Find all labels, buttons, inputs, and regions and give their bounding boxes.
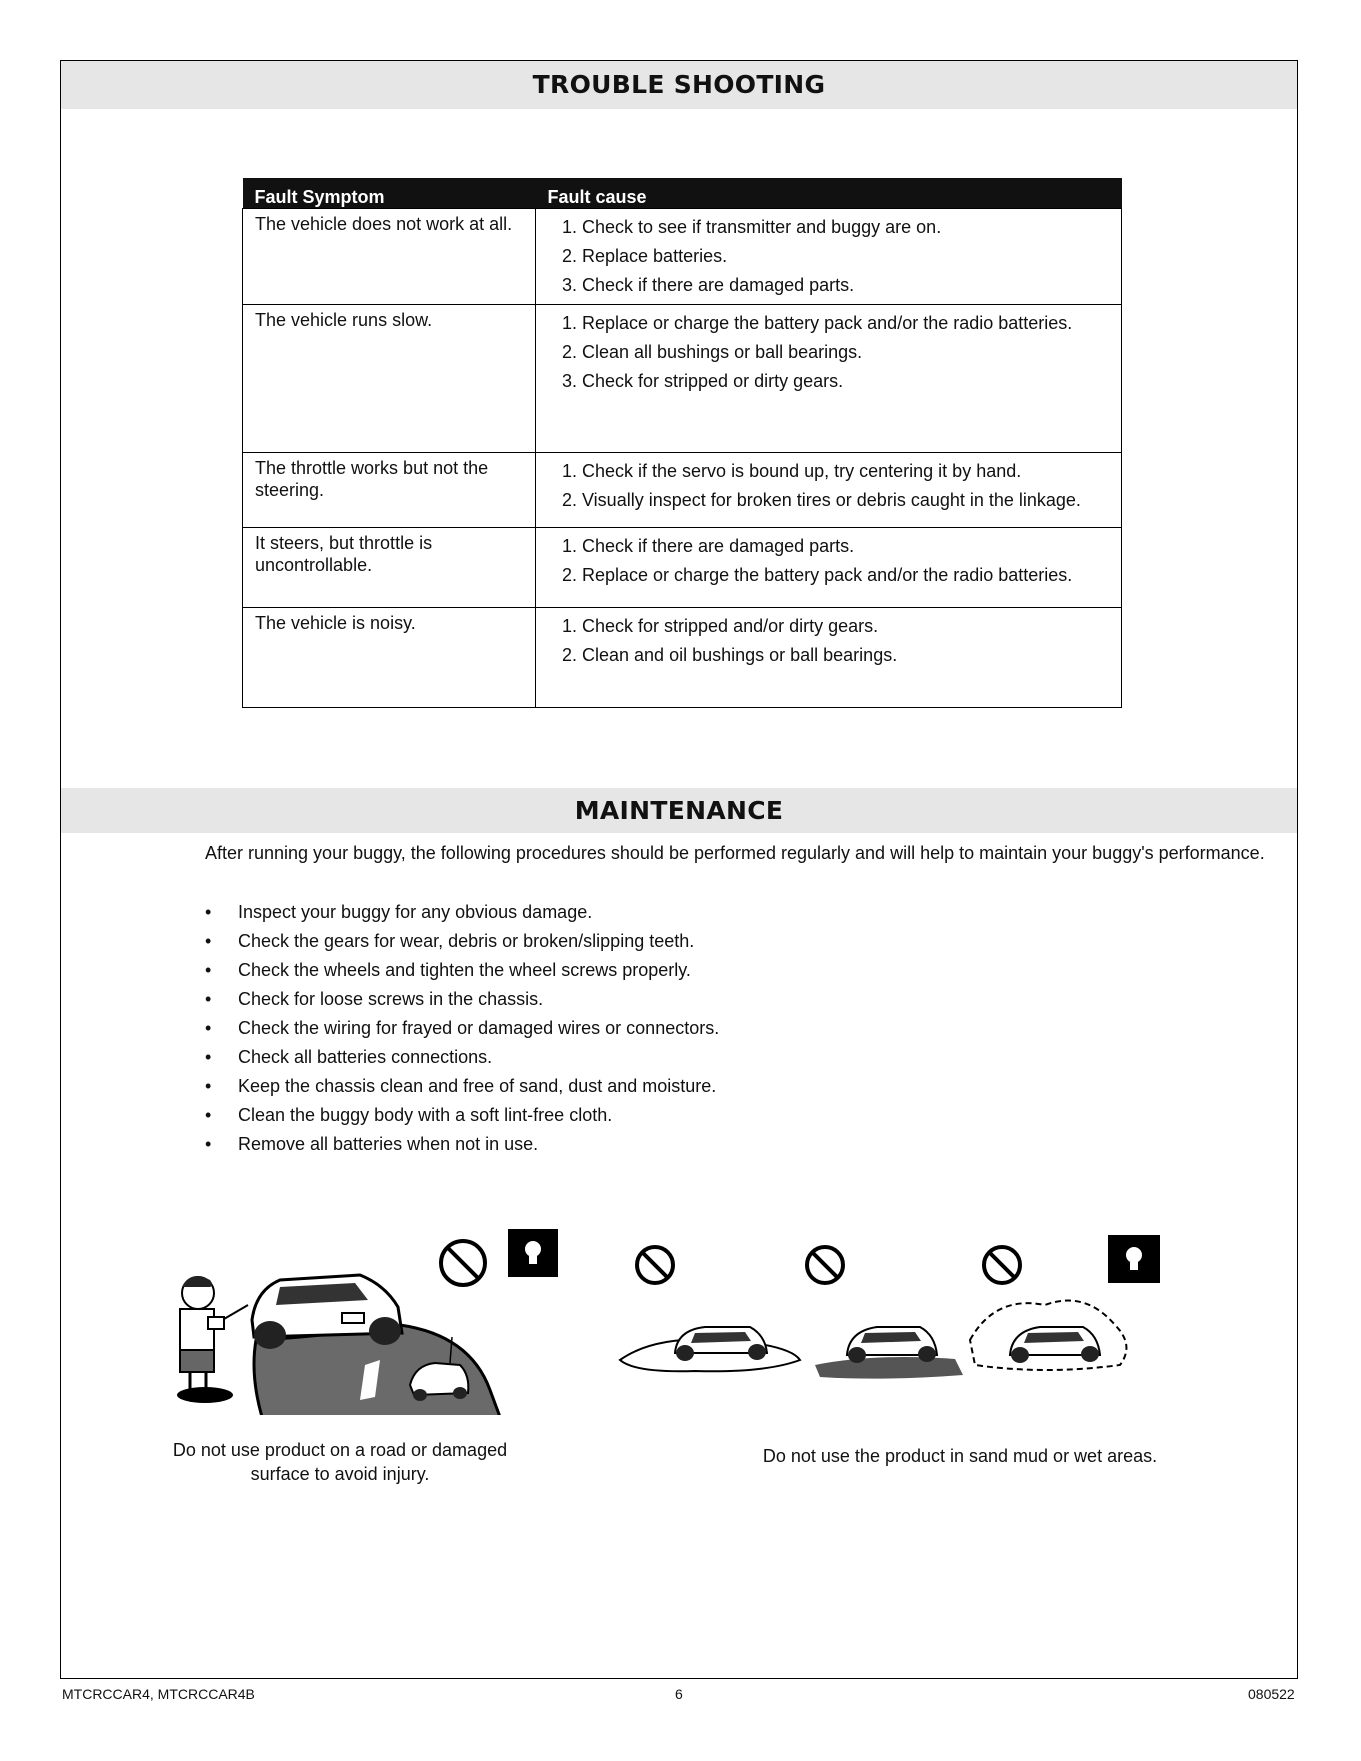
fault-cause-list — [554, 612, 1111, 670]
list-item-text: Inspect your buggy for any obvious damage. — [238, 902, 593, 922]
list-item-text: Remove all batteries when not in use. — [238, 1134, 539, 1154]
bullet: • — [205, 1134, 212, 1154]
list-item-text: Check the wiring for frayed or damaged wires or connectors. — [238, 1018, 720, 1038]
fault-symptom-header: Fault Symptom — [243, 178, 536, 209]
fault-cause: 2. Replace batteries. — [582, 242, 1111, 271]
road-warning-caption — [140, 1438, 540, 1486]
fault-cause: 1. Check to see if transmitter and buggy are on. — [582, 213, 1111, 242]
bullet: • — [205, 989, 212, 1009]
trouble-shooting-banner — [61, 61, 1297, 109]
fault-cause-header: Fault cause — [536, 178, 1122, 209]
table-row — [243, 528, 1122, 608]
list-item-text: Clean the buggy body with a soft lint-free cloth. — [238, 1105, 613, 1125]
list-item — [205, 1072, 719, 1101]
list-item-text: Check all batteries connections. — [238, 1047, 493, 1067]
list-item — [205, 1130, 719, 1159]
info-bulb-icon — [1108, 1235, 1160, 1283]
list-item — [205, 927, 719, 956]
bullet: • — [205, 960, 212, 980]
maintenance-banner — [61, 788, 1297, 833]
list-item — [205, 956, 719, 985]
road-warning-caption-line1: Do not use product on a road or damaged — [172, 1440, 508, 1460]
fault-cause: 3. Check if there are damaged parts. — [582, 271, 1111, 300]
bullet: • — [205, 902, 212, 922]
road-warning-illustration — [170, 1225, 570, 1415]
terrain-warning-caption: Do not use the product in sand mud or wet areas. — [762, 1446, 1158, 1466]
list-item — [205, 985, 719, 1014]
bullet: • — [205, 1105, 212, 1125]
list-item-text: Keep the chassis clean and free of sand, dust and moisture. — [238, 1076, 717, 1096]
fault-cause: 1. Check if the servo is bound up, try centering it by hand. — [582, 457, 1111, 486]
table-row — [243, 305, 1122, 453]
fault-cause-list — [554, 309, 1111, 396]
prohibited-icon — [984, 1247, 1020, 1283]
footer-page-number: 6 — [675, 1686, 683, 1702]
fault-table — [242, 178, 1122, 708]
fault-cause: 2. Replace or charge the battery pack and/or the radio batteries. — [582, 561, 1111, 590]
fault-cause: 2. Clean and oil bushings or ball bearings. — [582, 641, 1111, 670]
bullet: • — [205, 931, 212, 951]
prohibited-icon — [441, 1241, 485, 1285]
maintenance-list — [205, 898, 719, 1159]
fault-symptom: The vehicle is noisy. — [243, 608, 536, 708]
maintenance-intro: After running your buggy, the following procedures should be performed regularly and will help to maintain your buggy's performance. — [205, 843, 1265, 863]
fault-cause-list — [554, 213, 1111, 300]
fault-cause: 1. Replace or charge the battery pack and/or the radio batteries. — [582, 309, 1111, 338]
list-item — [205, 898, 719, 927]
fault-symptom: The throttle works but not the steering. — [243, 453, 536, 528]
fault-cause-list — [554, 457, 1111, 515]
list-item-text: Check for loose screws in the chassis. — [238, 989, 544, 1009]
child-with-transmitter-icon — [177, 1276, 248, 1403]
list-item-text: Check the wheels and tighten the wheel screws properly. — [238, 960, 691, 980]
list-item-text: Check the gears for wear, debris or broken/slipping teeth. — [238, 931, 695, 951]
footer-model: MTCRCCAR4, MTCRCCAR4B — [62, 1686, 255, 1702]
fault-cause: 2. Visually inspect for broken tires or debris caught in the linkage. — [582, 486, 1111, 515]
footer-code: 080522 — [1248, 1686, 1295, 1702]
bullet: • — [205, 1047, 212, 1067]
list-item — [205, 1043, 719, 1072]
trouble-shooting-heading: TROUBLE SHOOTING — [532, 70, 826, 99]
maintenance-heading: MAINTENANCE — [574, 796, 784, 825]
list-item — [205, 1014, 719, 1043]
info-bulb-icon — [508, 1229, 558, 1277]
list-item — [205, 1101, 719, 1130]
fault-cause-list — [554, 532, 1111, 590]
fault-symptom: It steers, but throttle is uncontrollable. — [243, 528, 536, 608]
table-row — [243, 453, 1122, 528]
fault-cause: 1. Check if there are damaged parts. — [582, 532, 1111, 561]
fault-symptom: The vehicle does not work at all. — [243, 209, 536, 305]
table-row — [243, 608, 1122, 708]
prohibited-icon — [637, 1247, 673, 1283]
bullet: • — [205, 1018, 212, 1038]
fault-cause: 1. Check for stripped and/or dirty gears. — [582, 612, 1111, 641]
table-row — [243, 209, 1122, 305]
mud-patch — [815, 1357, 963, 1379]
rc-car-icon — [1010, 1327, 1100, 1363]
fault-cause: 2. Clean all bushings or ball bearings. — [582, 338, 1111, 367]
terrain-warning-illustration — [615, 1235, 1175, 1385]
bullet: • — [205, 1076, 212, 1096]
prohibited-icon — [807, 1247, 843, 1283]
road-warning-caption-line2: surface to avoid injury. — [250, 1464, 430, 1484]
fault-symptom: The vehicle runs slow. — [243, 305, 536, 453]
fault-cause: 3. Check for stripped or dirty gears. — [582, 367, 1111, 396]
